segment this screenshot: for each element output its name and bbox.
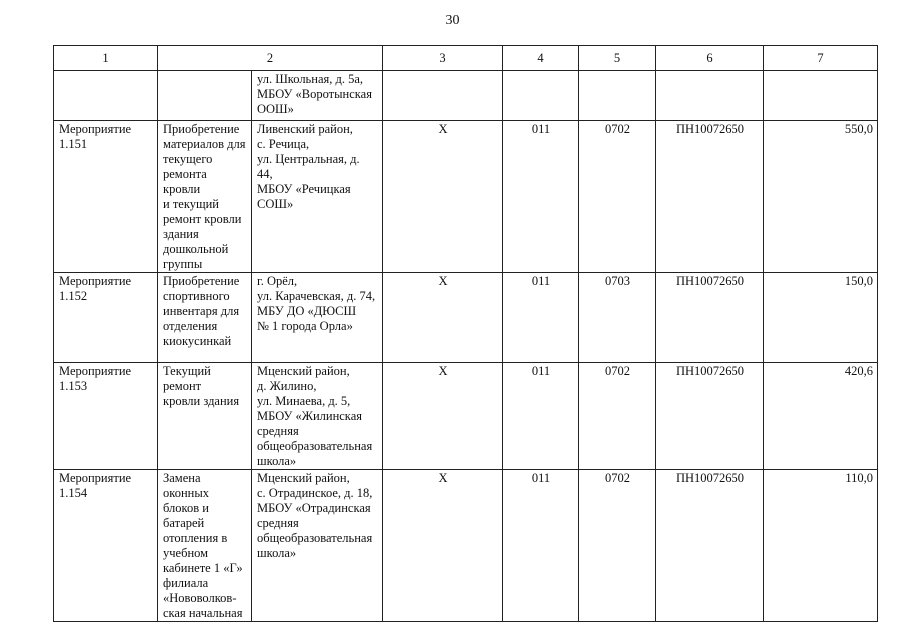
marker-cell: X [383, 121, 503, 273]
address-cell: г. Орёл, ул. Карачевская, д. 74, МБУ ДО «ДЮСШ № 1 города Орла» [252, 273, 383, 363]
marker-cell [383, 71, 503, 121]
event-cell: Мероприятие 1.153 [54, 363, 158, 470]
section-cell: 0703 [579, 273, 656, 363]
header-col-4: 4 [503, 46, 579, 71]
amount-cell: 420,6 [764, 363, 878, 470]
code-cell: 011 [503, 470, 579, 622]
amount-cell [764, 71, 878, 121]
table-row [54, 363, 878, 470]
target-cell [656, 71, 764, 121]
section-cell [579, 71, 656, 121]
code-cell: 011 [503, 121, 579, 273]
header-col-5: 5 [579, 46, 656, 71]
description-cell: Приобретение материалов для текущего ремонта кровли и текущий ремонт кровли здания дошкольной группы [158, 121, 252, 273]
page-number: 30 [445, 13, 460, 28]
address-cell: ул. Школьная, д. 5а, МБОУ «Воротынская ООШ» [252, 71, 383, 121]
address-cell: Мценский район, д. Жилино, ул. Минаева, д. 5, МБОУ «Жилинская средняя общеобразовательная школа» [252, 363, 383, 470]
marker-cell: X [383, 273, 503, 363]
code-cell [503, 71, 579, 121]
target-cell: ПН10072650 [656, 273, 764, 363]
marker-cell: X [383, 470, 503, 622]
table-row [54, 121, 878, 273]
event-cell: Мероприятие 1.152 [54, 273, 158, 363]
header-col-6: 6 [656, 46, 764, 71]
section-cell: 0702 [579, 363, 656, 470]
event-cell [54, 71, 158, 121]
target-cell: ПН10072650 [656, 363, 764, 470]
budget-table [53, 45, 878, 622]
description-cell: Текущий ремонт кровли здания [158, 363, 252, 470]
header-row [54, 46, 878, 71]
event-cell: Мероприятие 1.151 [54, 121, 158, 273]
description-cell: Замена оконных блоков и батарей отопления в учебном кабинете 1 «Г» филиала «Нововолков- ская начальная [158, 470, 252, 622]
address-cell: Ливенский район, с. Речица, ул. Центральная, д. 44, МБОУ «Речицкая СОШ» [252, 121, 383, 273]
target-cell: ПН10072650 [656, 121, 764, 273]
section-cell: 0702 [579, 121, 656, 273]
header-col-7: 7 [764, 46, 878, 71]
amount-cell: 550,0 [764, 121, 878, 273]
description-cell [158, 71, 252, 121]
target-cell: ПН10072650 [656, 470, 764, 622]
event-cell: Мероприятие 1.154 [54, 470, 158, 622]
address-cell: Мценский район, с. Отрадинское, д. 18, МБОУ «Отрадинская средняя общеобразовательная школа» [252, 470, 383, 622]
description-cell: Приобретение спортивного инвентаря для отделения киокусинкай [158, 273, 252, 363]
amount-cell: 110,0 [764, 470, 878, 622]
section-cell: 0702 [579, 470, 656, 622]
code-cell: 011 [503, 273, 579, 363]
header-col-2: 2 [158, 46, 383, 71]
table-row [54, 470, 878, 622]
header-col-3: 3 [383, 46, 503, 71]
code-cell: 011 [503, 363, 579, 470]
amount-cell: 150,0 [764, 273, 878, 363]
header-col-1: 1 [54, 46, 158, 71]
table-row [54, 273, 878, 363]
marker-cell: X [383, 363, 503, 470]
table-row [54, 71, 878, 121]
